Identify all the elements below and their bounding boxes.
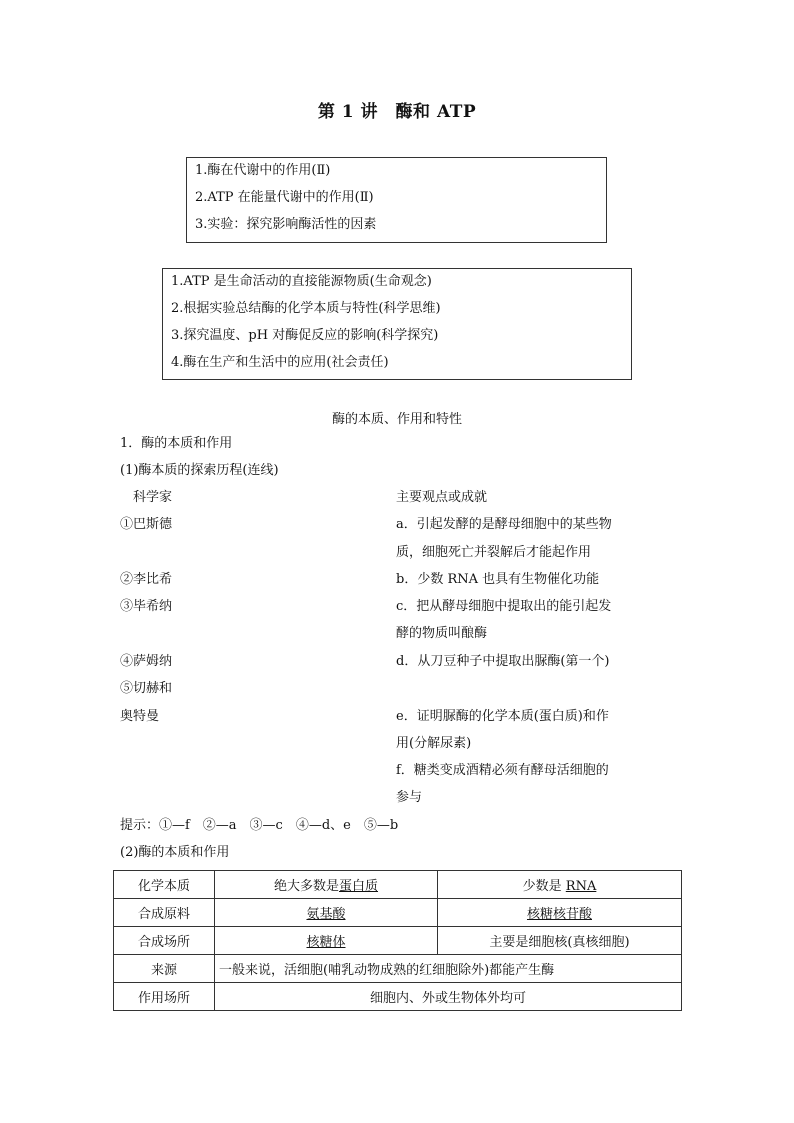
answer-underlined: 蛋白质	[339, 879, 379, 894]
scientist-4: ④萨姆纳	[120, 654, 173, 669]
view-b: b．少数 RNA 也具有生物催化功能	[396, 572, 600, 587]
table-row	[114, 899, 682, 927]
view-e-line2: 用(分解尿素)	[396, 736, 472, 751]
table-row	[114, 871, 682, 899]
literacy-item-4: 4.酶在生产和生活中的应用(社会责任)	[171, 355, 389, 370]
row-header-source: 来源	[114, 955, 215, 983]
core-literacy-box	[162, 268, 632, 380]
column-header-scientist: 科学家	[133, 490, 173, 505]
exam-requirement-3: 3.实验：探究影响酶活性的因素	[195, 217, 377, 232]
answer-underlined: 氨基酸	[306, 907, 346, 922]
heading-1: 1．酶的本质和作用	[120, 436, 233, 451]
scientist-1: ①巴斯德	[120, 517, 173, 532]
subheading-2: (2)酶的本质和作用	[120, 845, 230, 860]
answer-underlined: 核糖体	[306, 935, 346, 950]
table-row	[114, 983, 682, 1011]
table-row	[114, 955, 682, 983]
exam-requirement-1: 1.酶在代谢中的作用(Ⅱ)	[195, 163, 331, 178]
exam-requirements-box	[186, 157, 607, 243]
answer-hint: 提示：①—f ②—a ③—c ④—d、e ⑤—b	[120, 818, 399, 833]
subheading-1: (1)酶本质的探索历程(连线)	[120, 463, 279, 478]
row-header-raw-materials: 合成原料	[114, 899, 215, 927]
table-cell: 主要是细胞核(真核细胞)	[438, 927, 682, 955]
answer-underlined: RNA	[565, 879, 597, 894]
enzyme-properties-table	[113, 870, 682, 1011]
view-a-line2: 质，细胞死亡并裂解后才能起作用	[396, 545, 592, 560]
exam-requirement-2: 2.ATP 在能量代谢中的作用(Ⅱ)	[195, 190, 374, 205]
table-cell: 一般来说，活细胞(哺乳动物成熟的红细胞除外)都能产生酶	[215, 955, 682, 983]
view-f-line2: 参与	[396, 790, 423, 805]
literacy-item-1: 1.ATP 是生命活动的直接能源物质(生命观念)	[171, 274, 432, 289]
view-c-line1: c．把从酵母细胞中提取出的能引起发	[396, 599, 612, 614]
page-title: 第 1 讲 酶和 ATP	[317, 102, 477, 122]
row-header-chemical-nature: 化学本质	[114, 871, 215, 899]
answer-underlined: 核糖核苷酸	[526, 907, 592, 922]
scientist-3: ③毕希纳	[120, 599, 173, 614]
view-f-line1: f．糖类变成酒精必须有酵母活细胞的	[396, 763, 609, 778]
view-a-line1: a．引起发酵的是酵母细胞中的某些物	[396, 517, 612, 532]
view-d: d．从刀豆种子中提取出脲酶(第一个)	[396, 654, 610, 669]
scientist-5-line2: 奥特曼	[120, 709, 160, 724]
scientist-5-line1: ⑤切赫和	[120, 681, 173, 696]
section-title: 酶的本质、作用和特性	[331, 412, 462, 427]
row-header-synthesis-site: 合成场所	[114, 927, 215, 955]
table-cell: 细胞内、外或生物体外均可	[215, 983, 682, 1011]
column-header-views: 主要观点或成就	[396, 490, 488, 505]
table-cell: 少数是 RNA	[438, 871, 682, 899]
table-cell: 绝大多数是蛋白质	[215, 871, 438, 899]
table-cell	[215, 927, 438, 955]
literacy-item-2: 2.根据实验总结酶的化学本质与特性(科学思维)	[171, 301, 441, 316]
view-c-line2: 酵的物质叫酿酶	[396, 626, 488, 641]
table-row	[114, 927, 682, 955]
literacy-item-3: 3.探究温度、pH 对酶促反应的影响(科学探究)	[171, 328, 439, 343]
view-e-line1: e．证明脲酶的化学本质(蛋白质)和作	[396, 709, 609, 724]
table-cell	[438, 899, 682, 927]
scientist-2: ②李比希	[120, 572, 173, 587]
table-cell	[215, 899, 438, 927]
row-header-site-of-action: 作用场所	[114, 983, 215, 1011]
